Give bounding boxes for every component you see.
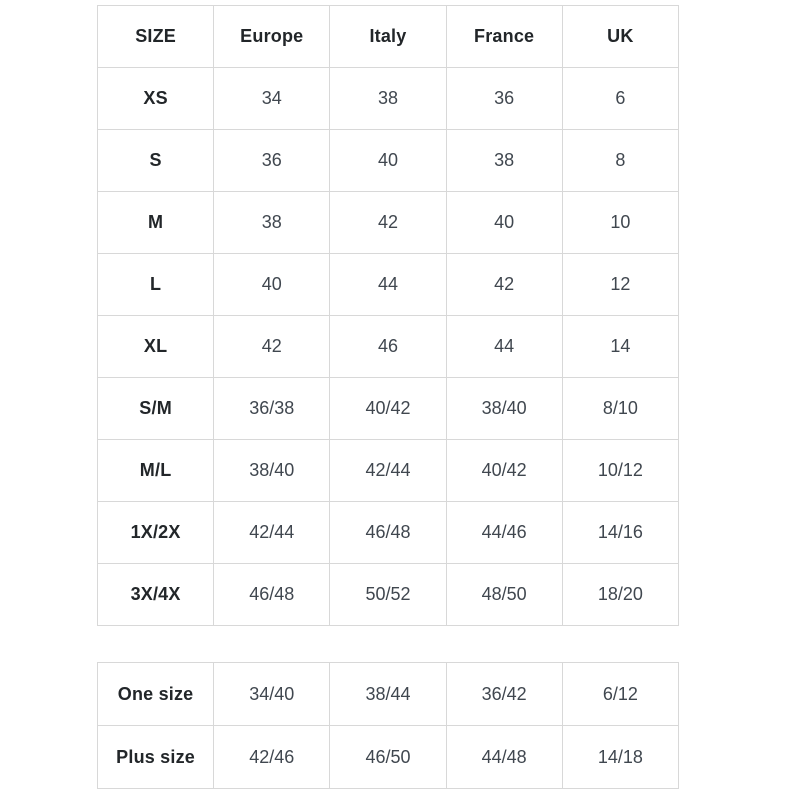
size-cell: M/L (98, 440, 214, 502)
size-conversion-table (97, 5, 679, 626)
size-cell: L (98, 254, 214, 316)
value-cell: 40 (214, 254, 330, 316)
value-cell: 36/42 (446, 663, 562, 726)
size-cell: S (98, 130, 214, 192)
value-cell: 38 (446, 130, 562, 192)
value-cell: 38 (214, 192, 330, 254)
value-cell: 44 (446, 316, 562, 378)
value-cell: 40/42 (330, 378, 446, 440)
value-cell: 42/44 (330, 440, 446, 502)
size-cell: XL (98, 316, 214, 378)
value-cell: 36 (214, 130, 330, 192)
value-cell: 50/52 (330, 564, 446, 626)
value-cell: 34/40 (214, 663, 330, 726)
value-cell: 46/48 (330, 502, 446, 564)
value-cell: 44 (330, 254, 446, 316)
size-cell: One size (98, 663, 214, 726)
value-cell: 6 (562, 68, 678, 130)
value-cell: 14/18 (562, 726, 678, 789)
size-cell: S/M (98, 378, 214, 440)
value-cell: 8/10 (562, 378, 678, 440)
header-cell-size: SIZE (98, 6, 214, 68)
table-row (98, 68, 679, 130)
value-cell: 40/42 (446, 440, 562, 502)
header-cell-italy: Italy (330, 6, 446, 68)
table-row (98, 726, 679, 789)
value-cell: 44/48 (446, 726, 562, 789)
header-row (98, 6, 679, 68)
value-cell: 38/40 (446, 378, 562, 440)
table-row (98, 378, 679, 440)
value-cell: 36 (446, 68, 562, 130)
value-cell: 46/48 (214, 564, 330, 626)
table-row (98, 564, 679, 626)
table-row (98, 192, 679, 254)
table-row (98, 316, 679, 378)
table-row (98, 502, 679, 564)
value-cell: 42/44 (214, 502, 330, 564)
value-cell: 48/50 (446, 564, 562, 626)
table-row (98, 663, 679, 726)
header-cell-france: France (446, 6, 562, 68)
value-cell: 38/44 (330, 663, 446, 726)
value-cell: 38 (330, 68, 446, 130)
value-cell: 40 (446, 192, 562, 254)
value-cell: 42 (214, 316, 330, 378)
table-row (98, 440, 679, 502)
table-row (98, 130, 679, 192)
value-cell: 42/46 (214, 726, 330, 789)
header-cell-uk: UK (562, 6, 678, 68)
value-cell: 42 (446, 254, 562, 316)
size-cell: M (98, 192, 214, 254)
value-cell: 36/38 (214, 378, 330, 440)
value-cell: 46 (330, 316, 446, 378)
value-cell: 34 (214, 68, 330, 130)
value-cell: 18/20 (562, 564, 678, 626)
header-cell-europe: Europe (214, 6, 330, 68)
value-cell: 6/12 (562, 663, 678, 726)
size-cell: 1X/2X (98, 502, 214, 564)
value-cell: 10/12 (562, 440, 678, 502)
size-cell: XS (98, 68, 214, 130)
value-cell: 14 (562, 316, 678, 378)
value-cell: 8 (562, 130, 678, 192)
special-sizes-table (97, 662, 679, 789)
size-cell: 3X/4X (98, 564, 214, 626)
value-cell: 38/40 (214, 440, 330, 502)
value-cell: 14/16 (562, 502, 678, 564)
value-cell: 44/46 (446, 502, 562, 564)
table-row (98, 254, 679, 316)
value-cell: 42 (330, 192, 446, 254)
value-cell: 12 (562, 254, 678, 316)
value-cell: 40 (330, 130, 446, 192)
size-cell: Plus size (98, 726, 214, 789)
value-cell: 46/50 (330, 726, 446, 789)
value-cell: 10 (562, 192, 678, 254)
